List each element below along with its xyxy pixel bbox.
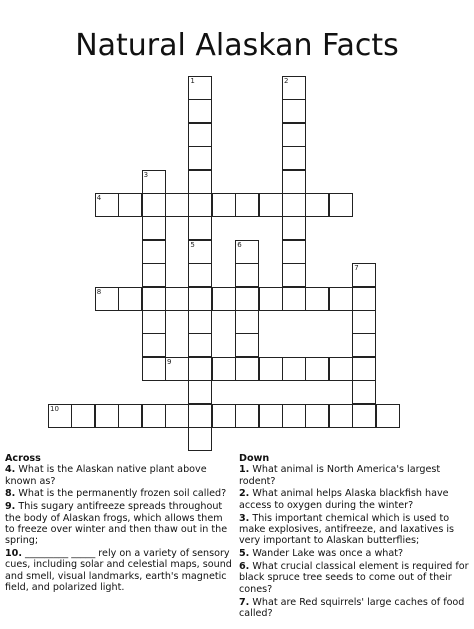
grid-cell[interactable] — [235, 193, 259, 217]
across-clue — [5, 548, 233, 593]
grid-cell[interactable] — [329, 404, 353, 428]
grid-cell[interactable] — [212, 287, 236, 311]
grid-cell[interactable] — [48, 404, 72, 428]
down-clue — [239, 597, 469, 620]
cell-number: 9 — [167, 357, 172, 366]
across-clue — [5, 501, 233, 546]
down-clue — [239, 464, 469, 487]
clue-text: What crucial classical element is required for black spruce tree seeds to come out of their cones? — [239, 561, 469, 595]
grid-cell[interactable] — [235, 240, 259, 264]
grid-cell[interactable] — [305, 404, 329, 428]
cell-number: 4 — [96, 194, 102, 202]
grid-cell[interactable] — [142, 287, 166, 311]
grid-cell[interactable] — [352, 310, 376, 334]
across-clue-list — [5, 464, 233, 593]
grid-cell[interactable] — [118, 287, 142, 311]
grid-cell[interactable] — [142, 170, 166, 194]
grid-cell[interactable] — [188, 263, 212, 287]
clue-number: 5. — [239, 548, 250, 560]
grid-cell[interactable] — [282, 240, 306, 264]
grid-cell[interactable] — [329, 193, 353, 217]
grid-cell[interactable] — [165, 193, 189, 217]
grid-cell[interactable] — [376, 404, 400, 428]
down-clue — [239, 513, 469, 547]
grid-cell[interactable] — [235, 310, 259, 334]
grid-cell[interactable] — [235, 357, 259, 381]
grid-cell[interactable] — [71, 404, 95, 428]
grid-cell[interactable] — [259, 287, 283, 311]
grid-cell[interactable] — [165, 287, 189, 311]
grid-cell[interactable] — [282, 193, 306, 217]
puzzle-title: Natural Alaskan Facts — [75, 28, 399, 63]
grid-cell[interactable] — [188, 193, 212, 217]
clue-text: _________ _____ rely on a variety of sensory cues, including solar and celestial maps, sound and smell, visual landmarks, earth's magnetic field, and polarized light. — [5, 548, 232, 594]
grid-cell[interactable] — [282, 99, 306, 123]
grid-cell[interactable] — [282, 123, 306, 147]
clue-text: What animal is North America's largest rodent? — [239, 464, 441, 487]
grid-cell[interactable] — [95, 287, 119, 311]
grid-cell[interactable] — [188, 99, 212, 123]
grid-cell[interactable] — [352, 404, 376, 428]
cell-number: 1 — [190, 77, 195, 85]
grid-cell[interactable] — [305, 357, 329, 381]
clue-number: 2. — [239, 488, 250, 500]
grid-cell[interactable] — [188, 310, 212, 334]
down-clue — [239, 488, 469, 511]
grid-cell[interactable] — [305, 287, 329, 311]
grid-cell[interactable] — [282, 357, 306, 381]
grid-cell[interactable] — [188, 427, 212, 451]
grid-cell[interactable] — [142, 357, 166, 381]
grid-cell[interactable] — [235, 287, 259, 311]
grid-cell[interactable] — [235, 404, 259, 428]
grid-cell[interactable] — [282, 170, 306, 194]
clue-text: This important chemical which is used to make explosives, antifreeze, and laxatives is very important to Alaskan butterflies; — [239, 512, 455, 547]
clue-text: Wander Lake was once a what? — [249, 548, 404, 560]
clue-number: 4. — [5, 464, 16, 476]
grid-cell[interactable] — [282, 216, 306, 240]
clue-text: What is the Alaskan native plant above known as? — [5, 464, 207, 487]
grid-cell[interactable] — [352, 357, 376, 381]
grid-cell[interactable] — [352, 333, 376, 357]
grid-cell[interactable] — [188, 240, 212, 264]
grid-cell[interactable] — [352, 287, 376, 311]
grid-cell[interactable] — [188, 76, 212, 100]
grid-cell[interactable] — [142, 240, 166, 264]
clue-text: What is the permanently frozen soil called? — [15, 488, 227, 500]
grid-cell[interactable] — [95, 193, 119, 217]
grid-cell[interactable] — [95, 404, 119, 428]
grid-cell[interactable] — [282, 146, 306, 170]
grid-cell[interactable] — [235, 333, 259, 357]
grid-cell[interactable] — [305, 193, 329, 217]
clue-number: 6. — [239, 561, 250, 573]
grid-cell[interactable] — [259, 193, 283, 217]
grid-cell[interactable] — [188, 287, 212, 311]
cell-number: 3 — [143, 170, 149, 179]
grid-cell[interactable] — [142, 193, 166, 217]
grid-cell[interactable] — [282, 287, 306, 311]
down-clue — [239, 548, 469, 559]
clue-text: What are Red squirrels' large caches of food called? — [239, 596, 465, 619]
across-clue — [5, 488, 233, 499]
down-clue — [239, 561, 469, 595]
grid-cell[interactable] — [188, 333, 212, 357]
down-heading: Down — [239, 453, 270, 464]
grid-cell[interactable] — [142, 333, 166, 357]
cell-number: 8 — [96, 287, 102, 296]
clue-number: 10. — [5, 548, 22, 560]
down-clue-list — [239, 464, 469, 619]
grid-cell[interactable] — [165, 357, 189, 381]
grid-cell[interactable] — [212, 193, 236, 217]
grid-cell[interactable] — [142, 404, 166, 428]
grid-cell[interactable] — [329, 357, 353, 381]
grid-cell[interactable] — [329, 287, 353, 311]
grid-cell[interactable] — [282, 404, 306, 428]
cell-number: 10 — [50, 404, 59, 413]
grid-cell[interactable] — [188, 380, 212, 404]
across-heading: Across — [5, 453, 41, 464]
clue-number: 8. — [5, 488, 16, 500]
clue-text: What animal helps Alaska blackfish have access to oxygen during the winter? — [239, 488, 449, 511]
grid-cell[interactable] — [142, 263, 166, 287]
cell-number: 2 — [284, 77, 289, 85]
grid-cell[interactable] — [259, 357, 283, 381]
cell-number: 5 — [190, 240, 195, 249]
clue-number: 3. — [239, 512, 250, 524]
across-clue — [5, 464, 233, 487]
across-clues — [5, 453, 233, 595]
grid-cell[interactable] — [352, 380, 376, 404]
grid-cell[interactable] — [282, 263, 306, 287]
grid-cell[interactable] — [188, 146, 212, 170]
grid-cell[interactable] — [165, 404, 189, 428]
cell-number: 6 — [237, 240, 242, 249]
grid-cell[interactable] — [352, 263, 376, 287]
cell-number: 7 — [354, 264, 359, 273]
grid-cell[interactable] — [188, 404, 212, 428]
down-clues — [239, 453, 469, 621]
clue-number: 9. — [5, 501, 16, 513]
grid-cell[interactable] — [282, 76, 306, 100]
grid-cell[interactable] — [188, 123, 212, 147]
grid-cell[interactable] — [188, 216, 212, 240]
clue-number: 1. — [239, 464, 250, 476]
grid-cell[interactable] — [235, 263, 259, 287]
grid-cell[interactable] — [188, 170, 212, 194]
grid-cell[interactable] — [118, 193, 142, 217]
grid-cell[interactable] — [188, 357, 212, 381]
grid-cell[interactable] — [142, 310, 166, 334]
clue-text: This sugary antifreeze spreads throughout the body of Alaskan frogs, which allows them to freeze over winter and then thaw out in the spring; — [5, 501, 228, 547]
grid-cell[interactable] — [118, 404, 142, 428]
grid-cell[interactable] — [212, 404, 236, 428]
clue-number: 7. — [239, 596, 250, 608]
grid-cell[interactable] — [259, 404, 283, 428]
grid-cell[interactable] — [212, 357, 236, 381]
grid-cell[interactable] — [142, 216, 166, 240]
